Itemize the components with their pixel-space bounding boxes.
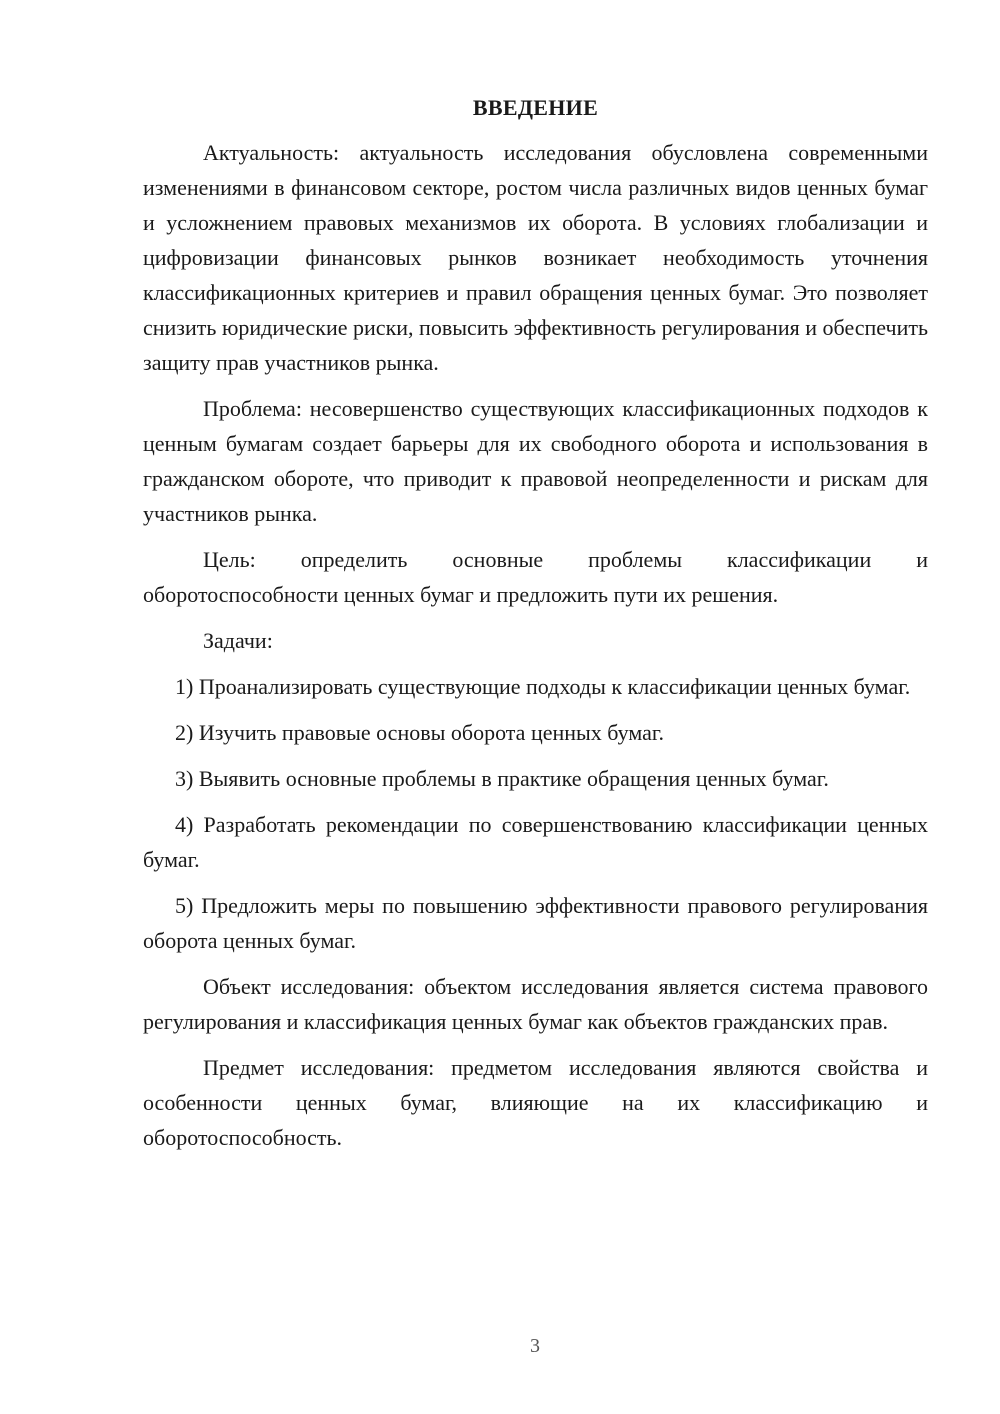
list-item: 2) Изучить правовые основы оборота ценных бумаг. <box>175 720 664 745</box>
page-title: ВВЕДЕНИЕ <box>472 95 599 120</box>
list-item: 4) Разработать рекомендации по совершенствованию классификации ценных бумаг. <box>143 812 928 872</box>
subject-paragraph: Предмет исследования: предметом исследования являются свойства и особенности ценных бумаг, влияющие на их классификацию и оборотоспособность. <box>143 1055 928 1150</box>
goal-paragraph: Цель: определить основные проблемы классификации и оборотоспособности ценных бумаг и предложить пути их решения. <box>143 547 928 607</box>
list-item: 5) Предложить меры по повышению эффективности правового регулирования оборота ценных бумаг. <box>143 893 928 953</box>
list-item: 1) Проанализировать существующие подходы к классификации ценных бумаг. <box>175 674 911 699</box>
object-paragraph: Объект исследования: объектом исследования является система правового регулирования и классификация ценных бумаг как объектов гражданских прав. <box>143 974 928 1034</box>
relevance-paragraph: Актуальность: актуальность исследования обусловлена современными изменениями в финансовом секторе, ростом числа различных видов ценных бумаг и усложнением правовых механизмов их оборота. В условиях глобализации и цифровизации финансовых рынков возникает необходимость уточнения классификационных критериев и правил обращения ценных бумаг. Это позволяет снизить юридические риски, повысить эффективность регулирования и обеспечить защиту прав участников рынка. <box>143 140 928 375</box>
tasks-list <box>143 669 928 958</box>
list-item: 3) Выявить основные проблемы в практике обращения ценных бумаг. <box>175 766 829 791</box>
document-page <box>143 90 928 1166</box>
page-number: 3 <box>530 1335 540 1357</box>
tasks-heading: Задачи: <box>203 628 273 653</box>
problem-paragraph: Проблема: несовершенство существующих классификационных подходов к ценным бумагам создает барьеры для их свободного оборота и использования в гражданском обороте, что приводит к правовой неопределенности и рискам для участников рынка. <box>143 396 928 526</box>
